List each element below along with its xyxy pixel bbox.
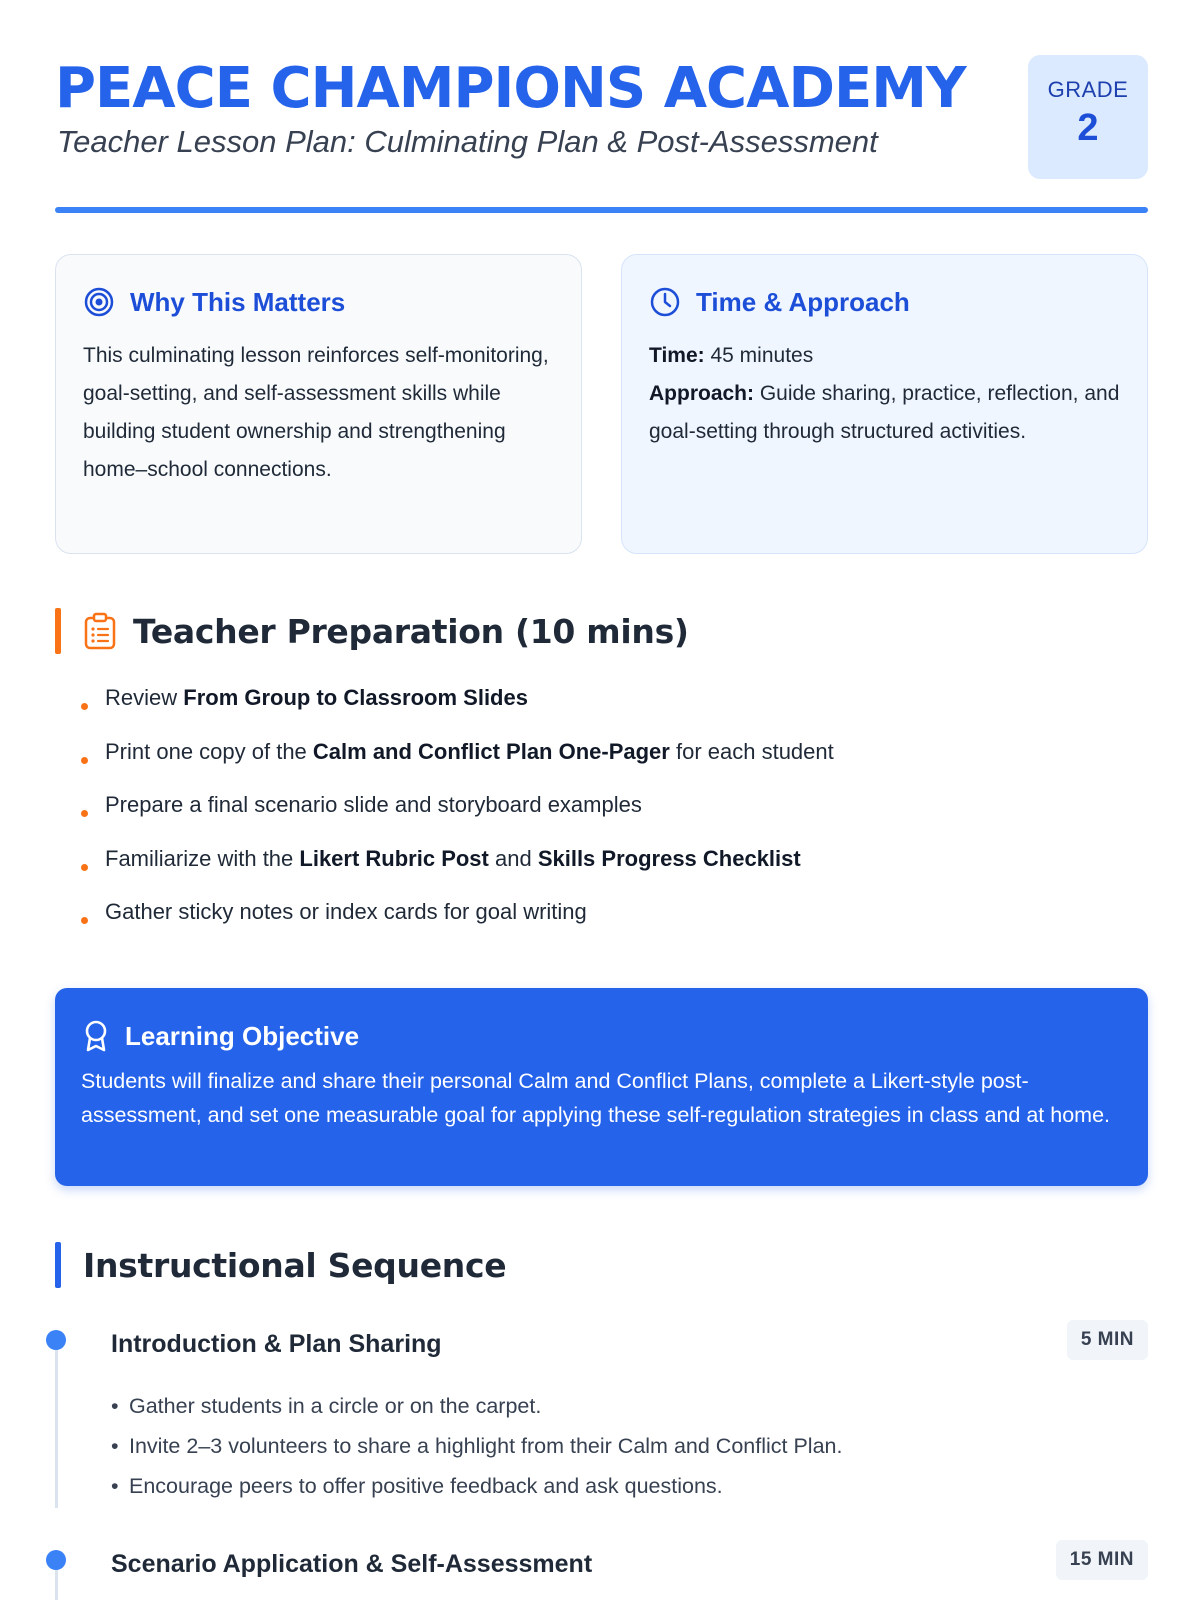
bullet-dot: [81, 703, 88, 710]
bullet-dot: [81, 917, 88, 924]
list-item: Review From Group to Classroom Slides: [81, 678, 834, 732]
page-title: PEACE CHAMPIONS ACADEMY: [55, 56, 966, 121]
list-item: Familiarize with the Likert Rubric Post and Skills Progress Checklist: [81, 839, 834, 893]
info-cards: [55, 254, 1148, 554]
list-item: • Encourage peers to offer positive feedback and ask questions.: [111, 1474, 723, 1498]
award-icon: [81, 1019, 111, 1053]
time-value: 45 minutes: [710, 344, 814, 367]
list-item: Print one copy of the Calm and Conflict Plan One-Pager for each student: [81, 732, 834, 786]
objective-body: Students will finalize and share their personal Calm and Conflict Plans, complete a Likert-style post-assessment, and set one measurable goal for applying these self-regulation strategies in class and at home.: [81, 1069, 1111, 1127]
teacher-preparation-heading: [55, 608, 689, 654]
timeline-line: [55, 1330, 58, 1508]
header-divider: [55, 207, 1148, 213]
time-row: [649, 337, 1120, 375]
time-approach-card: [621, 254, 1148, 554]
duration-badge: 15 MIN: [1056, 1540, 1148, 1580]
grade-label: GRADE: [1047, 77, 1129, 102]
lesson-plan-page: [55, 0, 1148, 1578]
section-accent-bar: [55, 1242, 61, 1288]
bullet-dot: [81, 810, 88, 817]
objective-title: Learning Objective: [125, 1020, 360, 1051]
time-card-body: [649, 337, 1120, 451]
page-subtitle: Teacher Lesson Plan: Culminating Plan & Post-Assessment: [57, 124, 878, 159]
clipboard-icon: [83, 612, 117, 650]
why-this-matters-card: [55, 254, 582, 554]
approach-label: Approach:: [649, 382, 754, 405]
bullet-dot: [81, 864, 88, 871]
step-title: Scenario Application & Self-Assessment: [111, 1550, 593, 1578]
time-card-title: Time & Approach: [696, 286, 910, 317]
time-label: Time:: [649, 344, 705, 367]
bullet-dot: [81, 757, 88, 764]
instructional-sequence-heading: [55, 1242, 506, 1288]
clock-icon: [649, 286, 681, 318]
page-header: [55, 0, 1148, 215]
section-title: Teacher Preparation (10 mins): [133, 611, 689, 651]
list-item: Gather sticky notes or index cards for goal writing: [81, 892, 834, 946]
target-icon: [83, 286, 115, 318]
learning-objective-box: [55, 988, 1148, 1186]
grade-badge: [1028, 55, 1148, 179]
preparation-list: [81, 678, 834, 946]
list-item: • Invite 2–3 volunteers to share a highlight from their Calm and Conflict Plan.: [111, 1434, 843, 1458]
timeline-dot: [46, 1330, 66, 1350]
time-card-header: [649, 285, 1120, 319]
duration-badge: 5 MIN: [1067, 1320, 1148, 1360]
list-item: Prepare a final scenario slide and storyboard examples: [81, 785, 834, 839]
list-item: • Gather students in a circle or on the carpet.: [111, 1394, 542, 1418]
why-card-title: Why This Matters: [130, 286, 346, 317]
section-title: Instructional Sequence: [83, 1245, 507, 1285]
objective-header: [81, 1018, 1122, 1054]
approach-value: Guide sharing, practice, reflection, and goal-setting through structured activities.: [649, 382, 1120, 443]
approach-row: [649, 375, 1120, 451]
step-activity-list: [111, 1386, 842, 1506]
why-card-body: This culminating lesson reinforces self-monitoring, goal-setting, and self-assessment skills while building student ownership and strengthening home–school connections.: [83, 344, 549, 481]
why-card-header: [83, 285, 554, 319]
step-title: Introduction & Plan Sharing: [111, 1330, 442, 1358]
grade-value: 2: [1077, 107, 1099, 149]
timeline-dot: [46, 1550, 66, 1570]
section-accent-bar: [55, 608, 61, 654]
